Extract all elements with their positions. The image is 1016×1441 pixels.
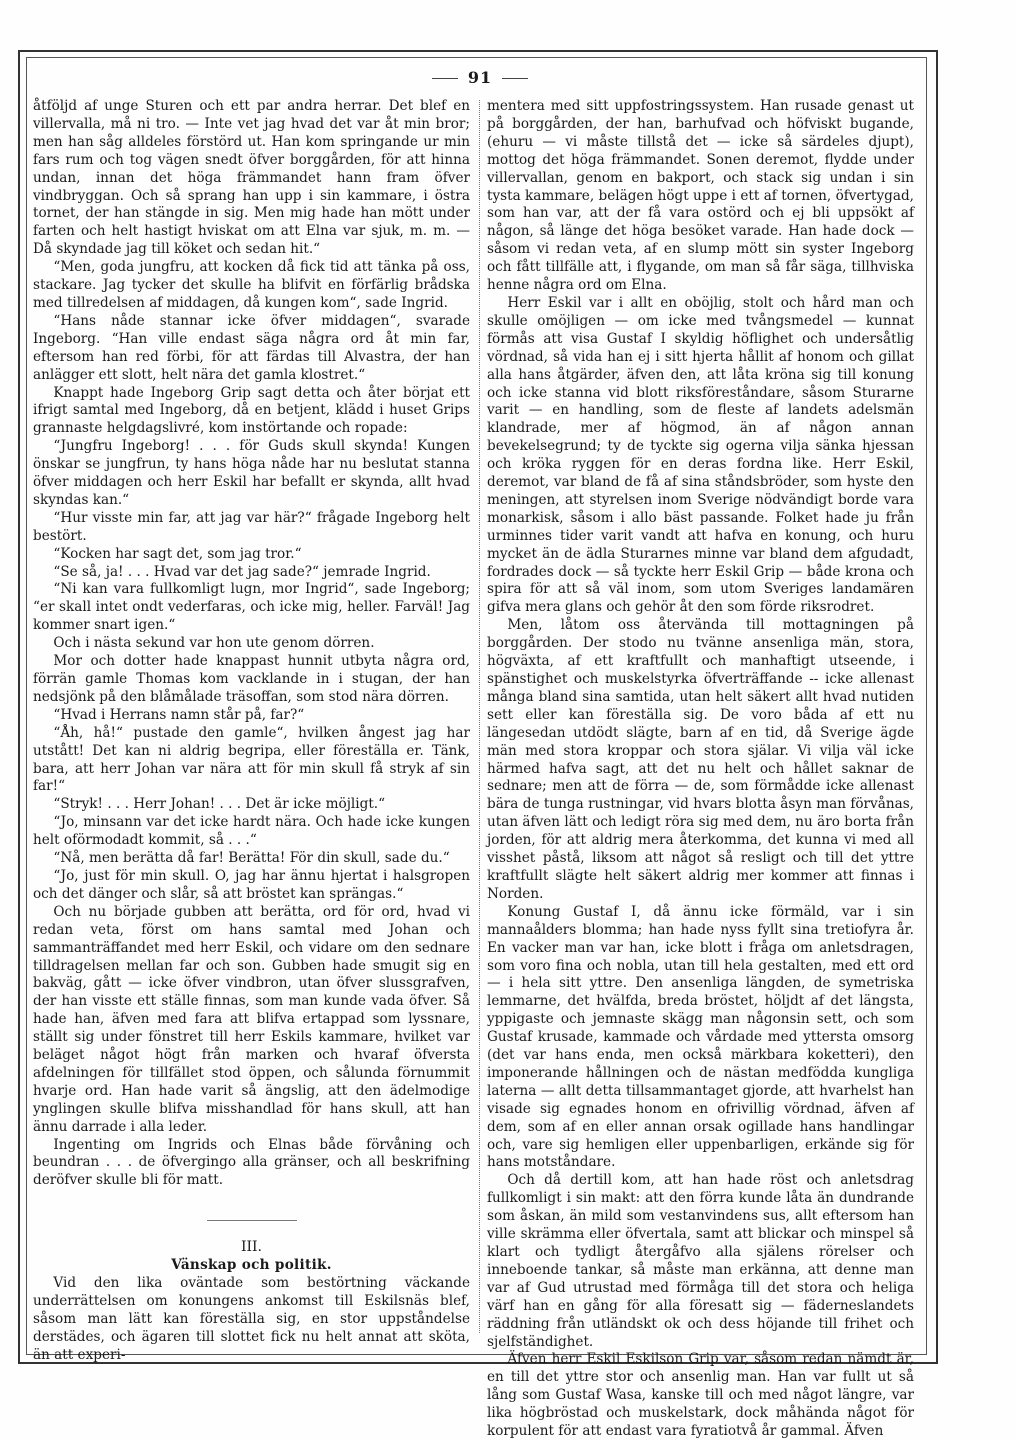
paragraph: Herr Eskil var i allt en oböjlig, stolt och hård man och skulle omöjligen — om icke med tvångsmedel — kunnat förmås att visa Gustaf I skyldig höflighet och undersåtlig vördnad, så vida han ej i sitt hjerta hållit af honom och gillat alla hans åtgärder, äfven den, att låta kröna sig till konung och icke stanna vid blott riksföreståndare, såsom Sturarne varit — en handling, som de fleste af landets adelsmän klandrade, mer af högmod, än af någon annan bevekelsegrund; ty de tyckte sig ogerna vilja sänka hjessan och kröka ryggen för en deras fordna like. Herr Eskil, deremot, var bland de få af sina ståndsbröder, som hyste den meningen, att styrelsen inom Sverige nödvändigt borde vara monarkisk, såsom i allo bäst passande. Folket hade ju från urminnes tider varit vandt att hafva en konung, och huru mycket än de ädla Sturarnes minne var bland dem afgudadt, fordrades dock — så tyckte herr Eskil Grip — både krona och spira för att så väl inom, som utom Sveriges landamären gifva mera glans och gehör åt den som förde riksrodret. <box>487 294 914 616</box>
paragraph: Äfven herr Eskil Eskilson Grip var, såsom redan nämdt är, en till det yttre stor och ansenlig man. Han var fullt ut så lång som Gustaf Wasa, kanske till och med något längre, var lika högbröstad och muskelstark, dock måhända något för korpulent för att endast vara fyratiotvå år gammal. Äfven <box>487 1351 914 1440</box>
paragraph: “Men, goda jungfru, att kocken då fick tid att tänka på oss, stackare. Jag tycker det skulle ha blifvit en förfärlig brådska med tillredelsen af middagen, då kungen kom“, sade Ingrid. <box>33 259 470 311</box>
paragraph: “Hans nåde stannar icke öfver middagen“, svarade Ingeborg. “Han ville endast säga några ord åt min far, eftersom han red förbi, för att färdas till Alvastra, der han anlägger ett slott, helt nära det gamla klostret.“ <box>33 312 470 383</box>
paragraph: “Nå, men berätta då far! Berätta! För din skull, sade du.“ <box>53 850 450 867</box>
paragraph: Och då dertill kom, att han hade röst och anletsdrag fullkomligt i sin makt: att den förra kunde låta än dundrande som åskan, än mild som vestanvindens sus, allt eftersom han ville skrämma eller öfvertala, samt att blickar och minspel så klart och tydligt återgåfvo alla själens rörelser och inneboende tankar, så måste man erkänna, att denne man var af Gud utrustad med förmåga till det stora och heliga värf han en gång för alla föresatt sig — fäderneslandets räddning från utländskt ok och dess höjande till frihet och sjelfständighet. <box>487 1172 914 1350</box>
chapter-number: III. <box>240 1239 263 1256</box>
paragraph: Konung Gustaf I, då ännu icke förmäld, var i sin mannaålders blomma; han hade nyss fyllt sina tretiofyra år. En vacker man var han, icke blott i fråga om anletsdragen, som voro fina och nobla, utan till hela gestalten, med ett ord — i hela sitt yttre. Den ansenliga längden, de symetriska lemmarne, det hvälfda, breda bröstet, höljdt af det längsta, yppigaste och jemnaste skägg man någonsin sett, och som Gustaf krusade, kammade och vårdade med yttersta omsorg (det var hans enda, men också märkbara koketteri), den imponerande hållningen och de nästan medfödda kungliga laterna — allt detta tillsammantaget gjorde, att hvarhelst han visade sig egnades honom en ofrivillig vördnad, äfven af dem, som af en eller annan orsak ogillade hans handlingar och, vare sig hemligen eller uppenbarligen, erkände sig för hans motståndare. <box>487 903 914 1171</box>
paragraph: “Stryk! . . . Herr Johan! . . . Det är icke möjligt.“ <box>53 796 386 813</box>
chapter-title: Vänskap och politik. <box>171 1257 332 1274</box>
paragraph: Vid den lika oväntade som bestörtning väckande underrättelsen om konungens ankomst till Eskilsnäs blef, såsom man lätt kan föreställa sig, en stor uppståndelse derstädes, och ägaren till slottet fick nu helt annat att sköta, än att experi- <box>33 1275 470 1363</box>
paragraph: Knappt hade Ingeborg Grip sagt detta och åter börjat ett ifrigt samtal med Ingeborg, då en betjent, klädd i huset Grips grannaste helgdagslivré, kom instörtande och ropade: <box>33 384 470 437</box>
left-column <box>33 98 470 1365</box>
paragraph: “Se så, ja! . . . Hvad var det jag sade?“ jemrade Ingrid. <box>53 563 431 580</box>
section-separator <box>207 1220 297 1221</box>
paragraph: “Jo, just för min skull. O, jag har ännu hjertat i halsgropen och det dänger och slår, så att bröstet kan sprängas.“ <box>33 867 470 902</box>
paragraph: “Ni kan vara fullkomligt lugn, mor Ingrid“, sade Ingeborg; “er skall intet ondt vederfaras, och icke mig, heller. Farväl! Jag kommer snart igen.“ <box>33 581 470 634</box>
paragraph: mentera med sitt uppfostringssystem. Han rusade genast ut på borggården, der han, barhufvad och höfviskt bugande, (ehuru — vi måste tillstå det — icke så särdeles djupt), mottog det höga främmandet. Sonen deremot, flydde under villervallan, genom en bakport, och stack sig undan i sin tysta kammare, belägen högt uppe i ett af tornen, öfvertygad, som han var, att der få vara ostörd och ej bli uppsökt af någon, så länge det höga besöket varade. Han hade dock — såsom vi redan veta, af en slump mött sin syster Ingeborg och fått tillfälle att, i flygande, om man så får säga, tillhviska henne några ord om Elna. <box>487 98 914 294</box>
paragraph: Mor och dotter hade knappast hunnit utbyta några ord, förrän gamle Thomas kom vacklande in i stugan, der han nedsjönk på den blåmålade träsoffan, som stod nära dörren. <box>33 653 470 705</box>
paragraph: Och i nästa sekund var hon ute genom dörren. <box>53 635 375 652</box>
paragraph: “Hvad i Herrans namn står på, far?“ <box>53 706 305 723</box>
page-number-dash-left <box>432 78 458 79</box>
page-number-dash-right <box>502 78 528 79</box>
paragraph: “Jo, minsann var det icke hardt nära. Och hade icke kungen helt oförmodadt kommit, så . . .“ <box>33 814 470 849</box>
right-column <box>487 98 914 1441</box>
paragraph: Ingenting om Ingrids och Elnas både förvåning och beundran . . . de öfvergingo alla gränser, och all beskrifning deröfver skulle bli för matt. <box>33 1136 470 1189</box>
paragraph: Men, låtom oss återvända till mottagningen på borggården. Der stodo nu tvänne ansenliga män, stora, högväxta, af ett kraftfullt och manhaftigt utseende, i spänstighet och muskelstyrka öfverträffande -- icke allenast många bland sina samtida, utan helt säkert allt hvad nutiden sett eller kan föreställa sig. De voro båda af ett nu längesedan utdödt slägte, barn af en tid, då Sverige ägde män med stora kroppar och stora själar. Vi vilja väl icke härmed hafva sagt, att det nu helt och hållet saknar de sednare; men att de förra — de, som förmådde icke allenast bära de tunga rustningar, vid hvars blotta åsyn man förvånas, utan äfven lätt och ledigt röra sig med dem, nu äro borta från jorden, för att aldrig mera återkomma, det kunna vi med all visshet påstå, liksom att något så resligt och till det yttre kraftfullt slägte helt säkert aldrig mer kommer att finnas i Norden. <box>487 617 914 902</box>
paragraph: “Åh, hå!“ pustade den gamle“, hvilken ångest jag har utstått! Det kan ni aldrig begripa, eller föreställa er. Tänk, bara, att herr Johan var nära att för min skull få stryk af sin far!“ <box>33 724 470 795</box>
page-number-text: 91 <box>467 68 493 87</box>
paragraph: “Kocken har sagt det, som jag tror.“ <box>53 545 302 562</box>
column-divider <box>479 100 480 1333</box>
paragraph: åtföljd af unge Sturen och ett par andra herrar. Det blef en villervalla, må ni tro. — Inte vet jag hvad det var åt min bror; men han såg alldeles förstörd ut. Han kom springande ur min fars rum och tog vägen snedt öfver borggården, för att hinna undan, innan det höga främmandet hann fram öfver vindbryggan. Och så sprang han upp i sin kammare, i östra tornet, der han stängde in sig. Men mig hade han mött under farten och helt hastigt hviskat om att Elna var sjuk, m. m. — Då skyndade jag till köket och sedan hit.“ <box>33 98 470 258</box>
page-number <box>0 68 960 87</box>
paragraph: Och nu började gubben att berätta, ord för ord, hvad vi redan veta, först om hans samtal med Johan och sammanträffandet med herr Eskil, och vidare om den sednare tilldragelsen mellan far och son. Gubben hade smugit sig en bakväg, gått — icke öfver vindbron, utan öfver slussgrafven, der han visste ett ställe finnas, som man kunde vada öfver. Så hade han, äfven med fara att blifva ertappad som lyssnare, ställt sig under fönstret till herr Eskils kammare, hvilket var beläget något högt från marken och hvaraf öfversta afdelningen för tillfället stod öppen, och sålunda förnummit hvarje ord. Han hade varit så ängslig, att den ädelmodige ynglingen skulle blifva misshandlad för hans skull, att han ännu darrade i alla leder. <box>33 903 470 1135</box>
paragraph: “Jungfru Ingeborg! . . . för Guds skull skynda! Kungen önskar se jungfrun, ty hans höga nåde har nu beslutat stanna öfver middagen och herr Eskil har befallt er skynda, allt hvad skyndas kan.“ <box>33 438 470 508</box>
paragraph: “Hur visste min far, att jag var här?“ frågade Ingeborg helt bestört. <box>33 509 470 544</box>
